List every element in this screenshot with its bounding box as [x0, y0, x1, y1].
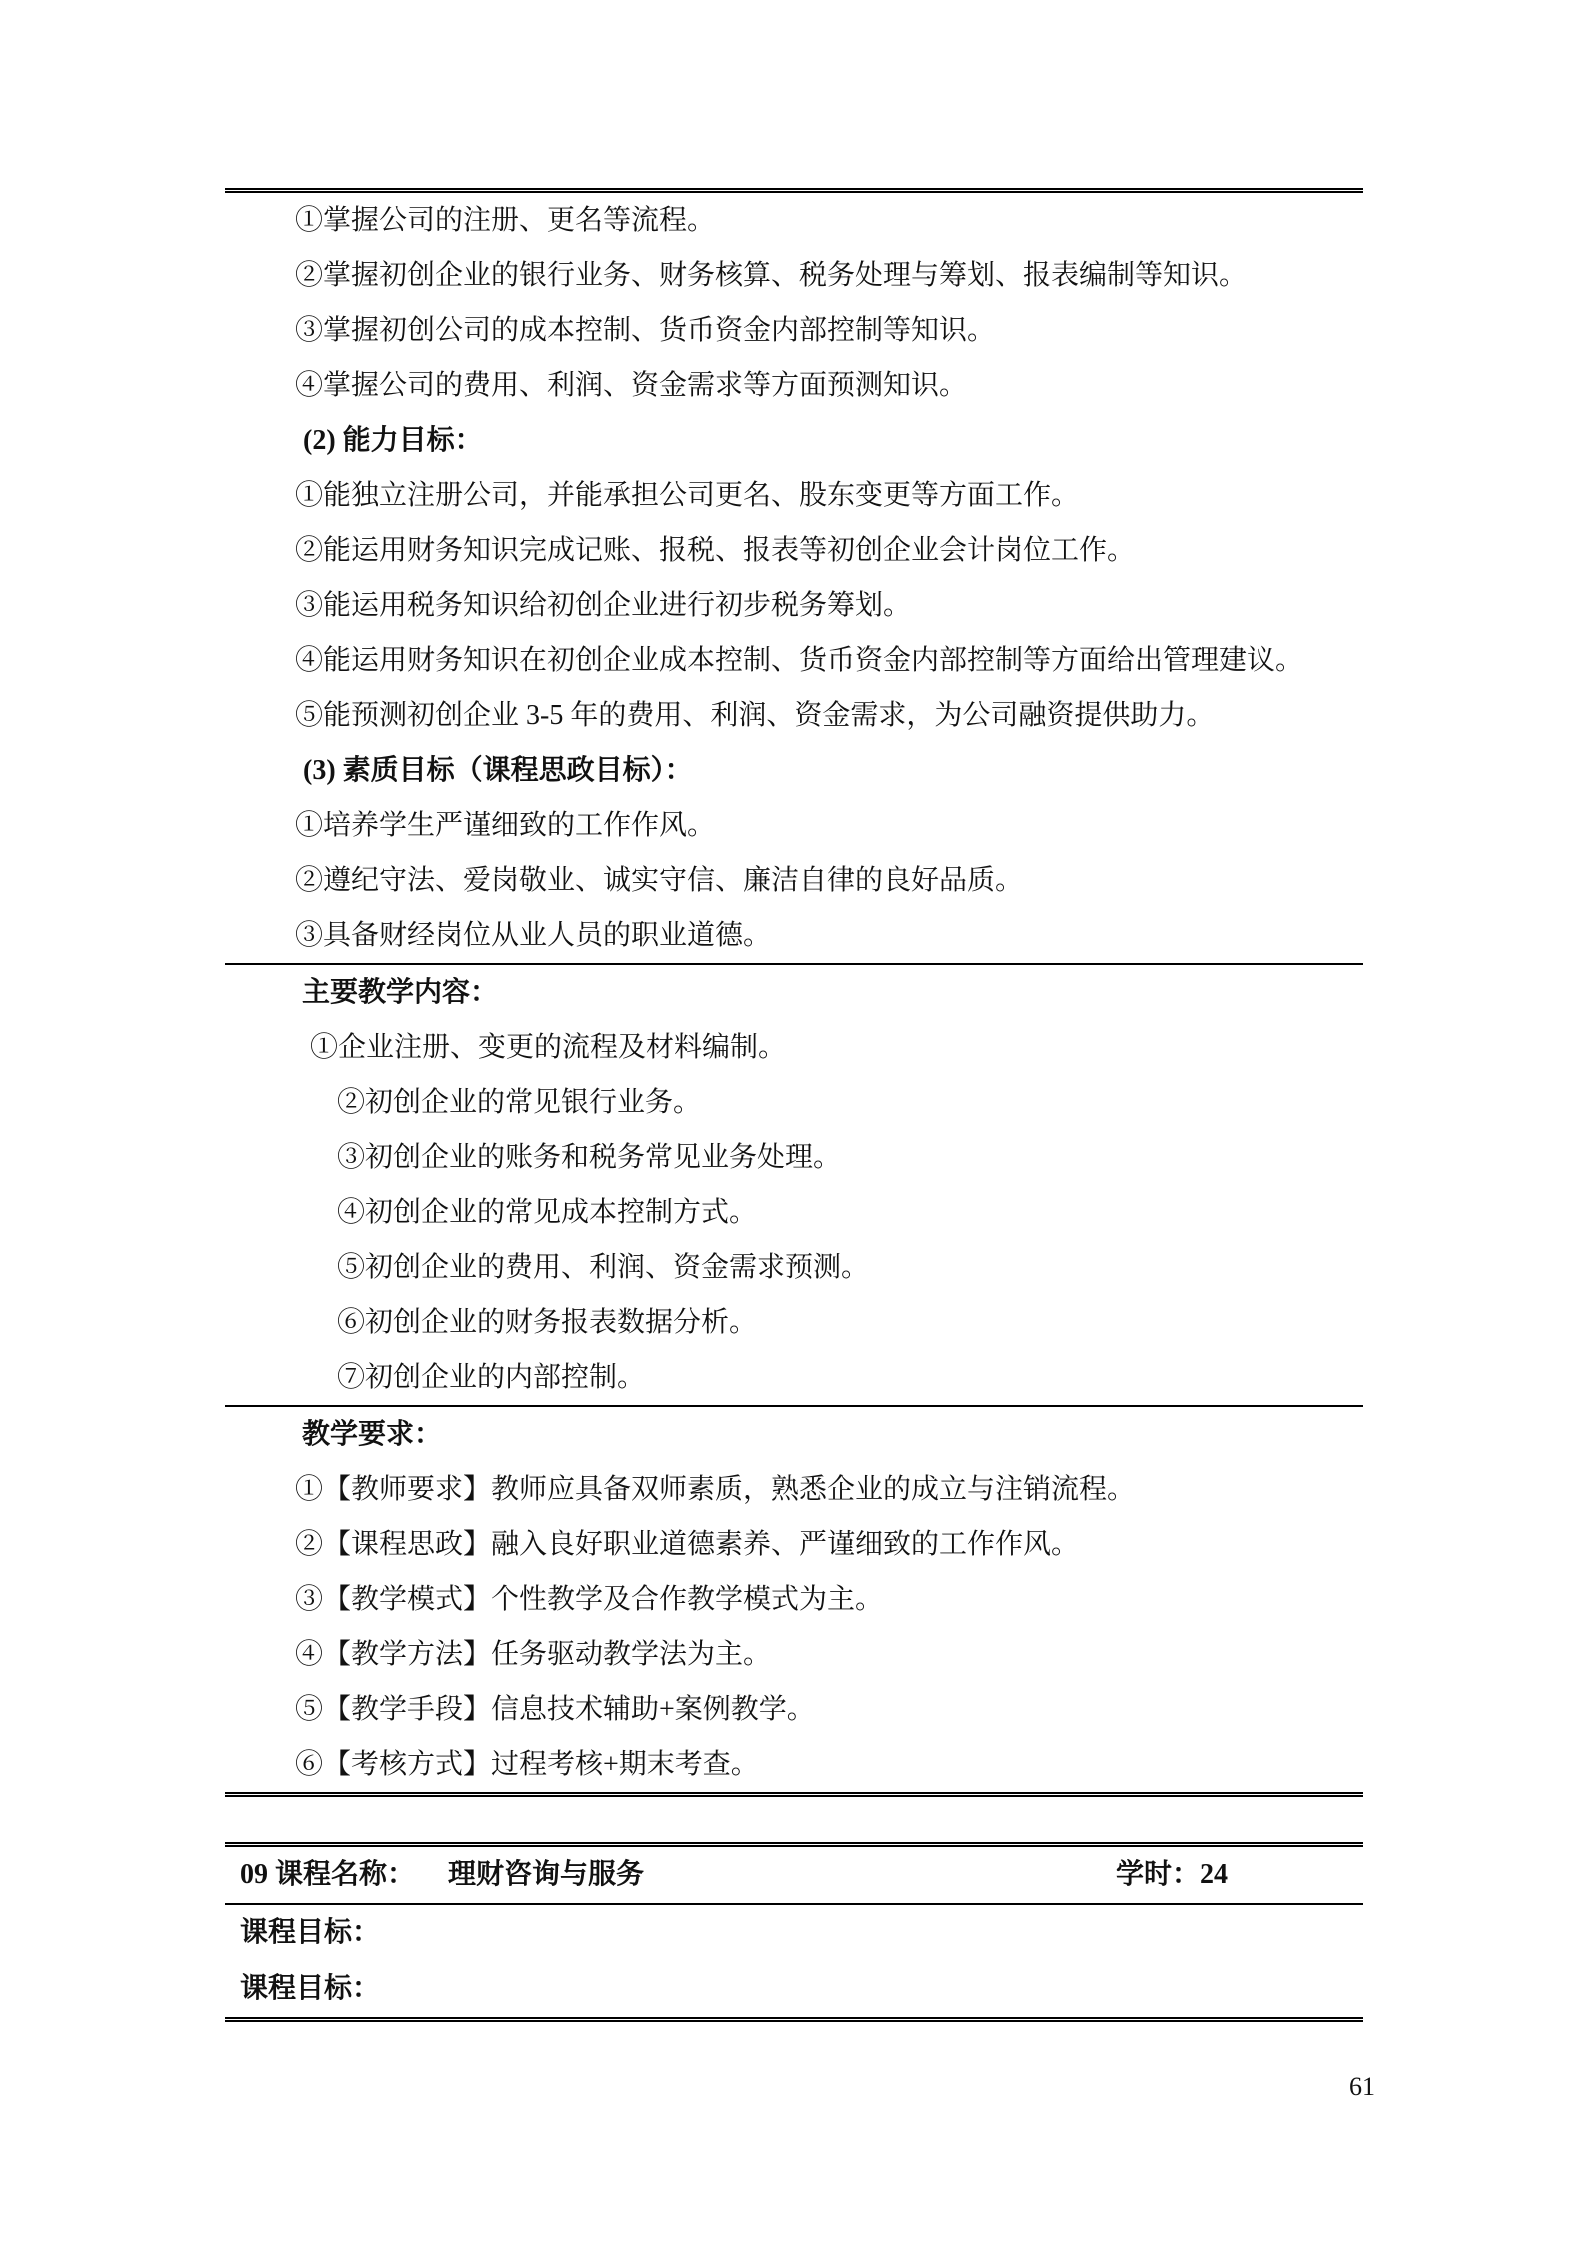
next-course-table: [225, 1842, 1363, 2022]
teaching-content-section: [225, 963, 1363, 1405]
quality-objective-item: ①培养学生严谨细致的工作作风。: [295, 810, 716, 841]
ability-objective-item: ①能独立注册公司，并能承担公司更名、股东变更等方面工作。: [295, 480, 1080, 511]
knowledge-objective-item: ①掌握公司的注册、更名等流程。: [295, 205, 716, 236]
ability-objective-item: ④能运用财务知识在初创企业成本控制、货币资金内部控制等方面给出管理建议。: [295, 645, 1304, 676]
knowledge-objective-item: ④掌握公司的费用、利润、资金需求等方面预测知识。: [295, 370, 968, 401]
teaching-requirement-item: ⑤【教学手段】信息技术辅助+案例教学。: [295, 1694, 815, 1725]
quality-objective-item: ③具备财经岗位从业人员的职业道德。: [295, 920, 772, 951]
course-detail-table: [225, 188, 1363, 1797]
ability-objective-item: ②能运用财务知识完成记账、报税、报表等初创企业会计岗位工作。: [295, 535, 1136, 566]
teaching-requirement-item: ②【课程思政】融入良好职业道德素养、严谨细致的工作作风。: [295, 1529, 1080, 1560]
teaching-content-item: ①企业注册、变更的流程及材料编制。: [310, 1032, 787, 1063]
course-goal-label: 课程目标：: [240, 1973, 381, 2004]
teaching-content-item: ⑦初创企业的内部控制。: [337, 1362, 646, 1393]
knowledge-objective-item: ②掌握初创企业的银行业务、财务核算、税务处理与筹划、报表编制等知识。: [295, 260, 1248, 291]
course-goal-label: 课程目标：: [240, 1917, 381, 1948]
course-goal-rows: [225, 1905, 1363, 2017]
teaching-content-item: ④初创企业的常见成本控制方式。: [337, 1197, 758, 1228]
knowledge-objective-item: ③掌握初创公司的成本控制、货币资金内部控制等知识。: [295, 315, 996, 346]
teaching-content-item: ③初创企业的账务和税务常见业务处理。: [337, 1142, 842, 1173]
knowledge-objectives-list: [225, 193, 1363, 413]
next-course-title-row: [225, 1847, 1363, 1905]
teaching-content-item: ②初创企业的常见银行业务。: [337, 1087, 702, 1118]
course-hours: 学时：24: [1116, 1859, 1229, 1890]
ability-objectives-header: (2) 能力目标：: [303, 425, 483, 456]
teaching-content-header: 主要教学内容：: [302, 977, 499, 1008]
quality-objectives-header: (3) 素质目标（课程思政目标）：: [303, 755, 693, 786]
ability-objective-item: ③能运用税务知识给初创企业进行初步税务筹划。: [295, 590, 912, 621]
teaching-requirements-header: 教学要求：: [302, 1419, 443, 1450]
teaching-content-item: ⑥初创企业的财务报表数据分析。: [337, 1307, 758, 1338]
teaching-requirements-list: [225, 1462, 1363, 1792]
quality-objectives-list: [225, 798, 1363, 963]
teaching-requirement-item: ③【教学模式】个性教学及合作教学模式为主。: [295, 1584, 884, 1615]
teaching-content-list: [225, 1020, 1363, 1405]
teaching-requirement-item: ①【教师要求】教师应具备双师素质，熟悉企业的成立与注销流程。: [295, 1474, 1136, 1505]
course-number-label: 09 课程名称：: [240, 1859, 416, 1890]
ability-objectives-list: [225, 468, 1363, 743]
course-name: 理财咨询与服务: [448, 1859, 645, 1890]
teaching-requirements-section: [225, 1405, 1363, 1792]
course-objectives-section: [225, 193, 1363, 963]
teaching-requirement-item: ④【教学方法】任务驱动教学法为主。: [295, 1639, 772, 1670]
teaching-requirement-item: ⑥【考核方式】过程考核+期末考查。: [295, 1749, 759, 1780]
page-content: [225, 188, 1363, 2022]
quality-objective-item: ②遵纪守法、爱岗敬业、诚实守信、廉洁自律的良好品质。: [295, 865, 1024, 896]
page-number: 61: [1349, 2072, 1375, 2101]
teaching-content-item: ⑤初创企业的费用、利润、资金需求预测。: [337, 1252, 870, 1283]
ability-objective-item: ⑤能预测初创企业 3-5 年的费用、利润、资金需求，为公司融资提供助力。: [295, 700, 1215, 731]
